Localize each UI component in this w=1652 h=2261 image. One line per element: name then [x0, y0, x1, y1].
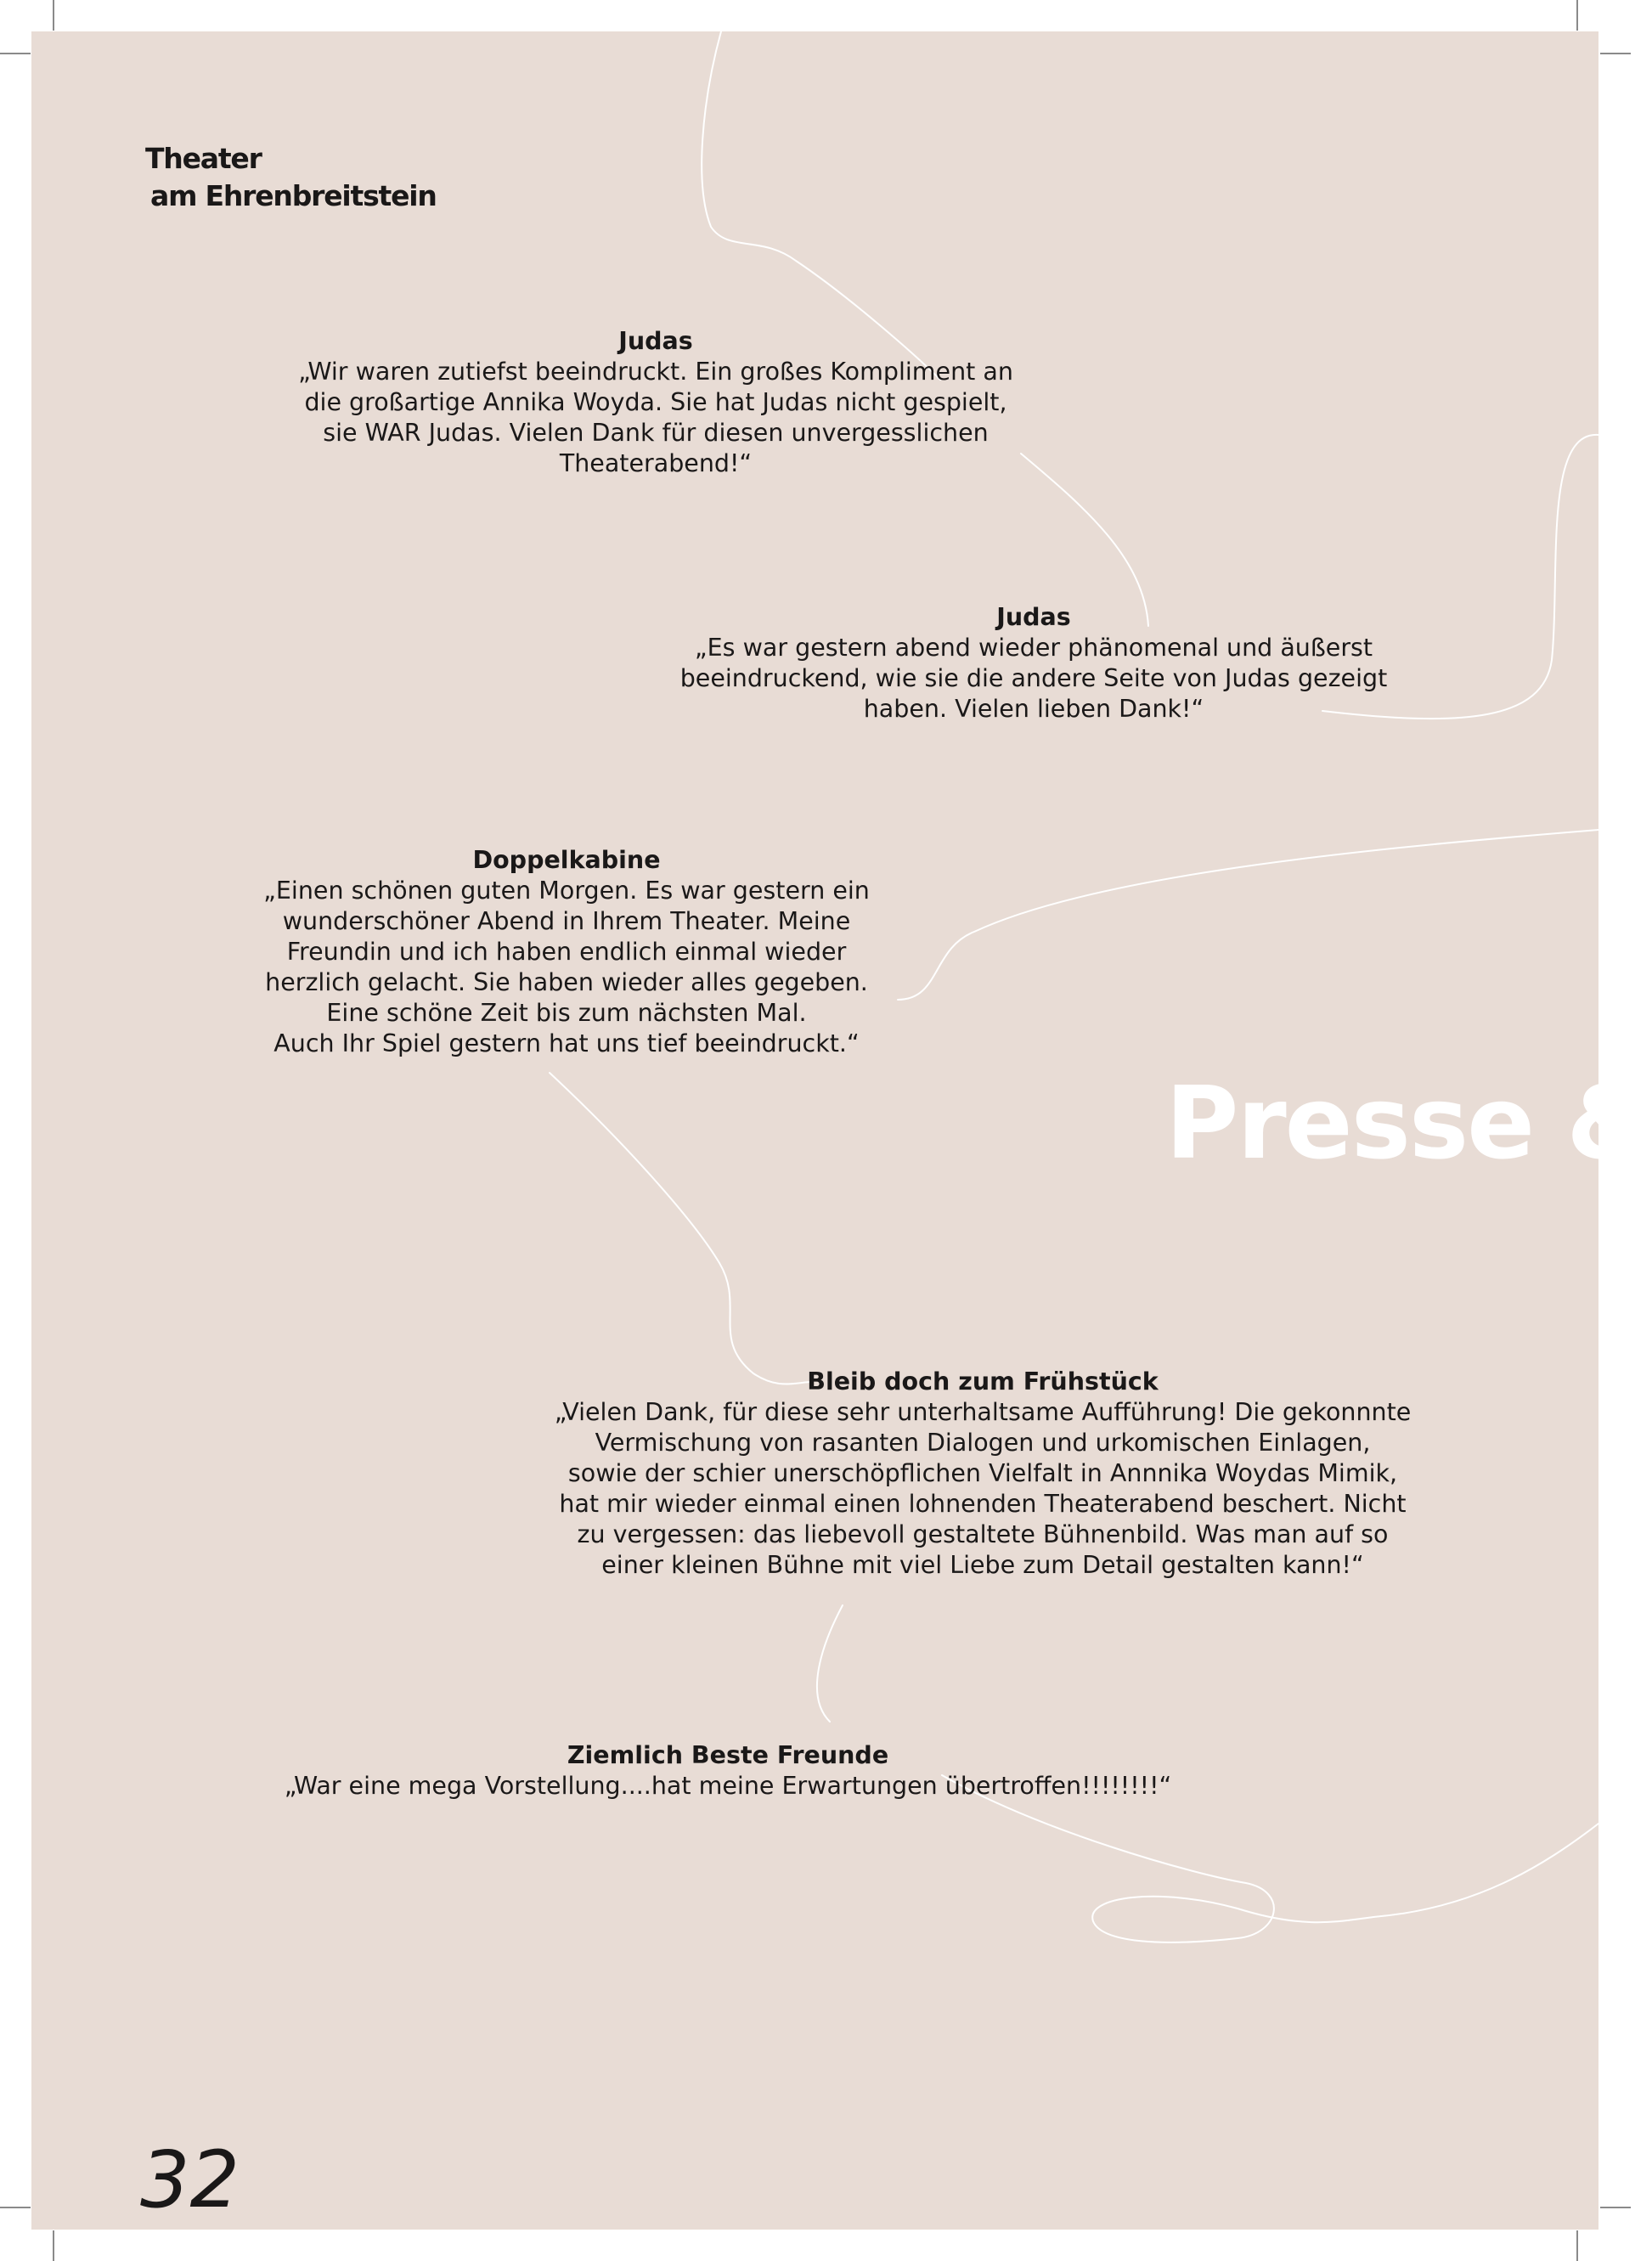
curve-line	[817, 1605, 843, 1722]
review-quote	[656, 602, 1412, 725]
review-title: Bleib doch zum Frühstück	[807, 1367, 1159, 1396]
review-title: Judas	[996, 603, 1071, 631]
crop-mark	[1600, 2207, 1631, 2208]
review-title: Judas	[618, 327, 693, 355]
review-title: Doppelkabine	[472, 846, 661, 874]
crop-mark	[1600, 53, 1631, 54]
section-heading-watermark: Presse &	[1165, 1064, 1652, 1181]
review-title: Ziemlich Beste Freunde	[567, 1741, 889, 1769]
crop-mark	[53, 0, 54, 31]
brochure-page	[31, 31, 1652, 2230]
crop-mark	[53, 2230, 54, 2261]
curve-line	[1021, 454, 1148, 626]
crop-mark	[0, 2207, 31, 2208]
theatre-name-line1: Theater	[145, 142, 262, 175]
review-quote	[282, 326, 1029, 479]
review-quote	[235, 1740, 1221, 1801]
review-text: „War eine mega Vorstellung....hat meine Erwartungen übertroffen!!!!!!!!“	[284, 1772, 1172, 1800]
theatre-name-line2: am Ehrenbreitstein	[150, 179, 437, 212]
review-quote	[231, 845, 902, 1059]
theatre-logo-text	[145, 140, 437, 215]
crop-mark	[1576, 0, 1578, 31]
curve-line	[550, 1073, 813, 1384]
review-quote	[516, 1367, 1450, 1581]
review-text: „Wir waren zutiefst beeindruckt. Ein großes Kompliment an die großartige Annika Woyda. Sie hat Judas nicht gespielt, sie WAR Judas. Vielen Dank für diesen unvergesslichen Theaterabend!“	[298, 358, 1013, 477]
review-text: „Es war gestern abend wieder phänomenal und äußerst beeindruckend, wie sie die andere Seite von Judas gezeigt haben. Vielen lieben Dank!“	[679, 634, 1388, 723]
review-text: „Vielen Dank, für diese sehr unterhaltsame Aufführung! Die gekonnnte Vermischung von rasanten Dialogen und urkomischen Einlagen, sowie der schier unerschöpflichen Vielfalt in Annnika Woydas Mimik, hat mir wieder einmal einen lohnenden Theaterabend beschert. Nicht zu vergessen: das liebevoll gestaltete Bühnenbild. Was man auf so einer kleinen Bühne mit viel Liebe zum Detail gestalten kann!“	[554, 1398, 1412, 1579]
page-number: 32	[140, 2134, 240, 2225]
curve-line	[898, 830, 1598, 1000]
review-text: „Einen schönen guten Morgen. Es war gestern ein wunderschöner Abend in Ihrem Theater. Meine Freundin und ich haben endlich einmal wieder herzlich gelacht. Sie haben wieder alles gegeben. Eine schöne Zeit bis zum nächsten Mal. Auch Ihr Spiel gestern hat uns tief beeindruckt.“	[263, 877, 870, 1057]
crop-mark	[1576, 2230, 1578, 2261]
crop-mark	[0, 53, 31, 54]
